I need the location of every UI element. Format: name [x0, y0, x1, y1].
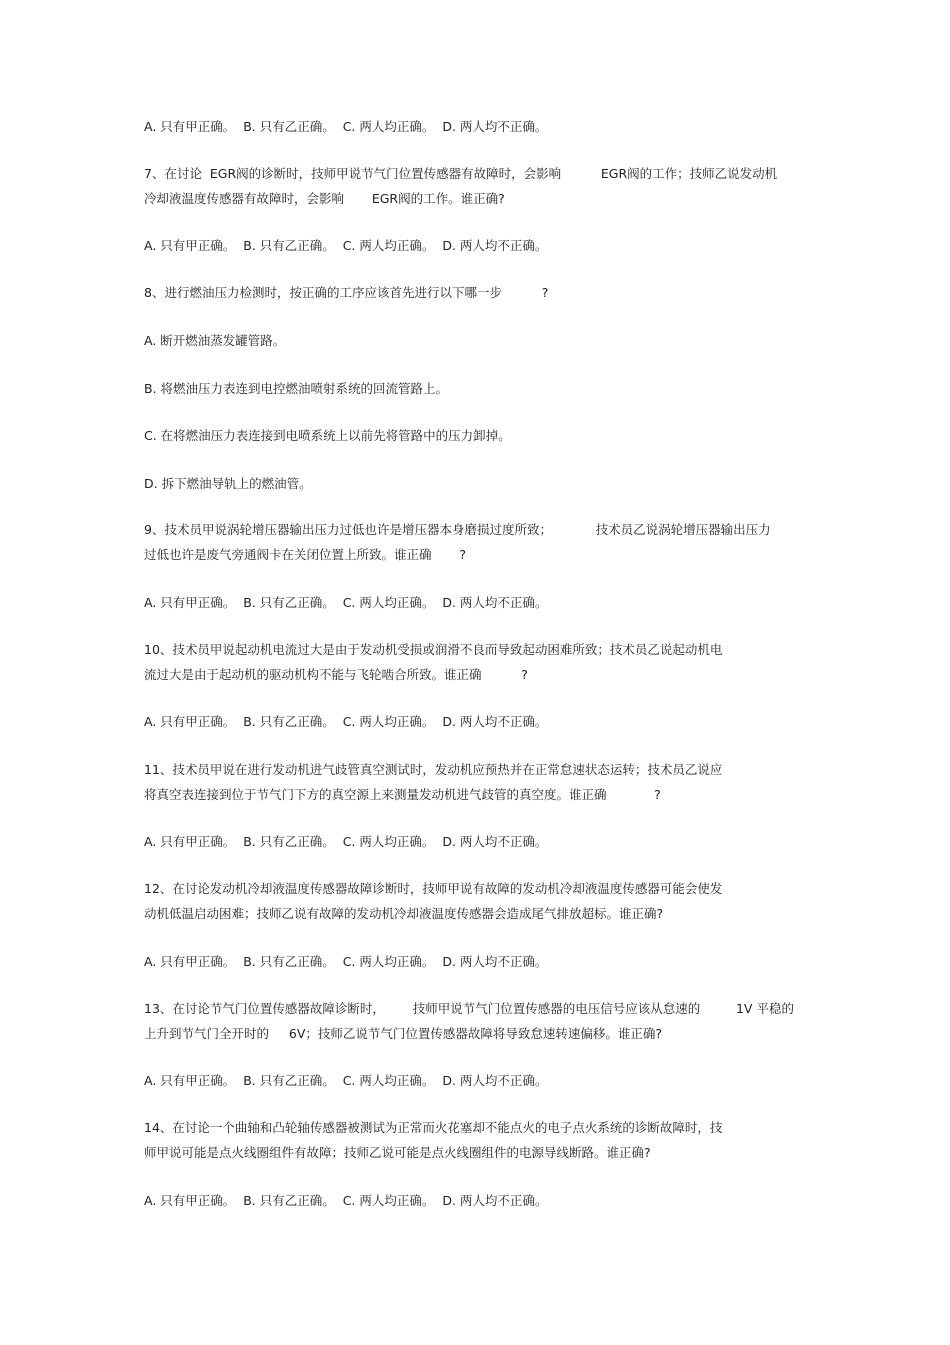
- question-12-line-2: 动机低温启动困难；技师乙说有故障的发动机冷却液温度传感器会造成尾气排放超标。谁正确?: [144, 906, 664, 921]
- question-14-line-2: 师甲说可能是点火线圈组件有故障；技师乙说可能是点火线圈组件的电源导线断路。谁正确?: [144, 1145, 651, 1160]
- question-7-line-1: 7、在讨论 EGR阀的诊断时，技师甲说节气门位置传感器有故障时，会影响 EGR阀的工作；技师乙说发动机: [144, 166, 778, 181]
- question-10-line-2: 流过大是由于起动机的驱动机构不能与飞轮啮合所致。谁正确 ?: [144, 667, 528, 682]
- question-13-line-2: 上升到节气门全开时的 6V；技师乙说节气门位置传感器故障将导致怠速转速偏移。谁正确?: [144, 1026, 663, 1041]
- question-8-option-a: A. 断开燃油蒸发罐管路。: [144, 333, 286, 348]
- question-14-line-1: 14、在讨论一个曲轴和凸轮轴传感器被测试为正常而火花塞却不能点火的电子点火系统的诊断故障时，技: [144, 1120, 723, 1135]
- question-10-line-1: 10、技术员甲说起动机电流过大是由于发动机受损或润滑不良而导致起动困难所致；技术员乙说起动机电: [144, 642, 723, 657]
- answer-options-q14: A. 只有甲正确。 B. 只有乙正确。 C. 两人均正确。 D. 两人均不正确。: [144, 1193, 548, 1208]
- question-13-line-1: 13、在讨论节气门位置传感器故障诊断时， 技师甲说节气门位置传感器的电压信号应该从怠速的 1V 平稳的: [144, 1001, 794, 1016]
- question-8-option-d: D. 拆下燃油导轨上的燃油管。: [144, 476, 312, 491]
- question-8-option-b: B. 将燃油压力表连到电控燃油喷射系统的回流管路上。: [144, 381, 449, 396]
- question-9-line-2: 过低也许是废气旁通阀卡在关闭位置上所致。谁正确 ?: [144, 547, 466, 562]
- question-8: 8、进行燃油压力检测时，按正确的工序应该首先进行以下哪一步 ?: [144, 285, 549, 300]
- question-9-line-1: 9、技术员甲说涡轮增压器输出压力过低也许是增压器本身磨损过度所致； 技术员乙说涡轮增压器输出压力: [144, 522, 771, 537]
- question-12-line-1: 12、在讨论发动机冷却液温度传感器故障诊断时，技师甲说有故障的发动机冷却液温度传感器可能会使发: [144, 881, 723, 896]
- answer-options-q10: A. 只有甲正确。 B. 只有乙正确。 C. 两人均正确。 D. 两人均不正确。: [144, 714, 548, 729]
- question-8-option-c: C. 在将燃油压力表连接到电喷系统上以前先将管路中的压力卸掉。: [144, 428, 511, 443]
- question-7-line-2: 冷却液温度传感器有故障时，会影响 EGR阀的工作。谁正确?: [144, 191, 505, 206]
- answer-options-q6: A. 只有甲正确。 B. 只有乙正确。 C. 两人均正确。 D. 两人均不正确。: [144, 119, 548, 134]
- answer-options-q12: A. 只有甲正确。 B. 只有乙正确。 C. 两人均正确。 D. 两人均不正确。: [144, 954, 548, 969]
- question-11-line-1: 11、技术员甲说在进行发动机进气歧管真空测试时，发动机应预热并在正常怠速状态运转；技术员乙说应: [144, 762, 723, 777]
- question-11-line-2: 将真空表连接到位于节气门下方的真空源上来测量发动机进气歧管的真空度。谁正确 ?: [144, 787, 661, 802]
- answer-options-q11: A. 只有甲正确。 B. 只有乙正确。 C. 两人均正确。 D. 两人均不正确。: [144, 834, 548, 849]
- answer-options-q7: A. 只有甲正确。 B. 只有乙正确。 C. 两人均正确。 D. 两人均不正确。: [144, 238, 548, 253]
- answer-options-q13: A. 只有甲正确。 B. 只有乙正确。 C. 两人均正确。 D. 两人均不正确。: [144, 1073, 548, 1088]
- answer-options-q9: A. 只有甲正确。 B. 只有乙正确。 C. 两人均正确。 D. 两人均不正确。: [144, 595, 548, 610]
